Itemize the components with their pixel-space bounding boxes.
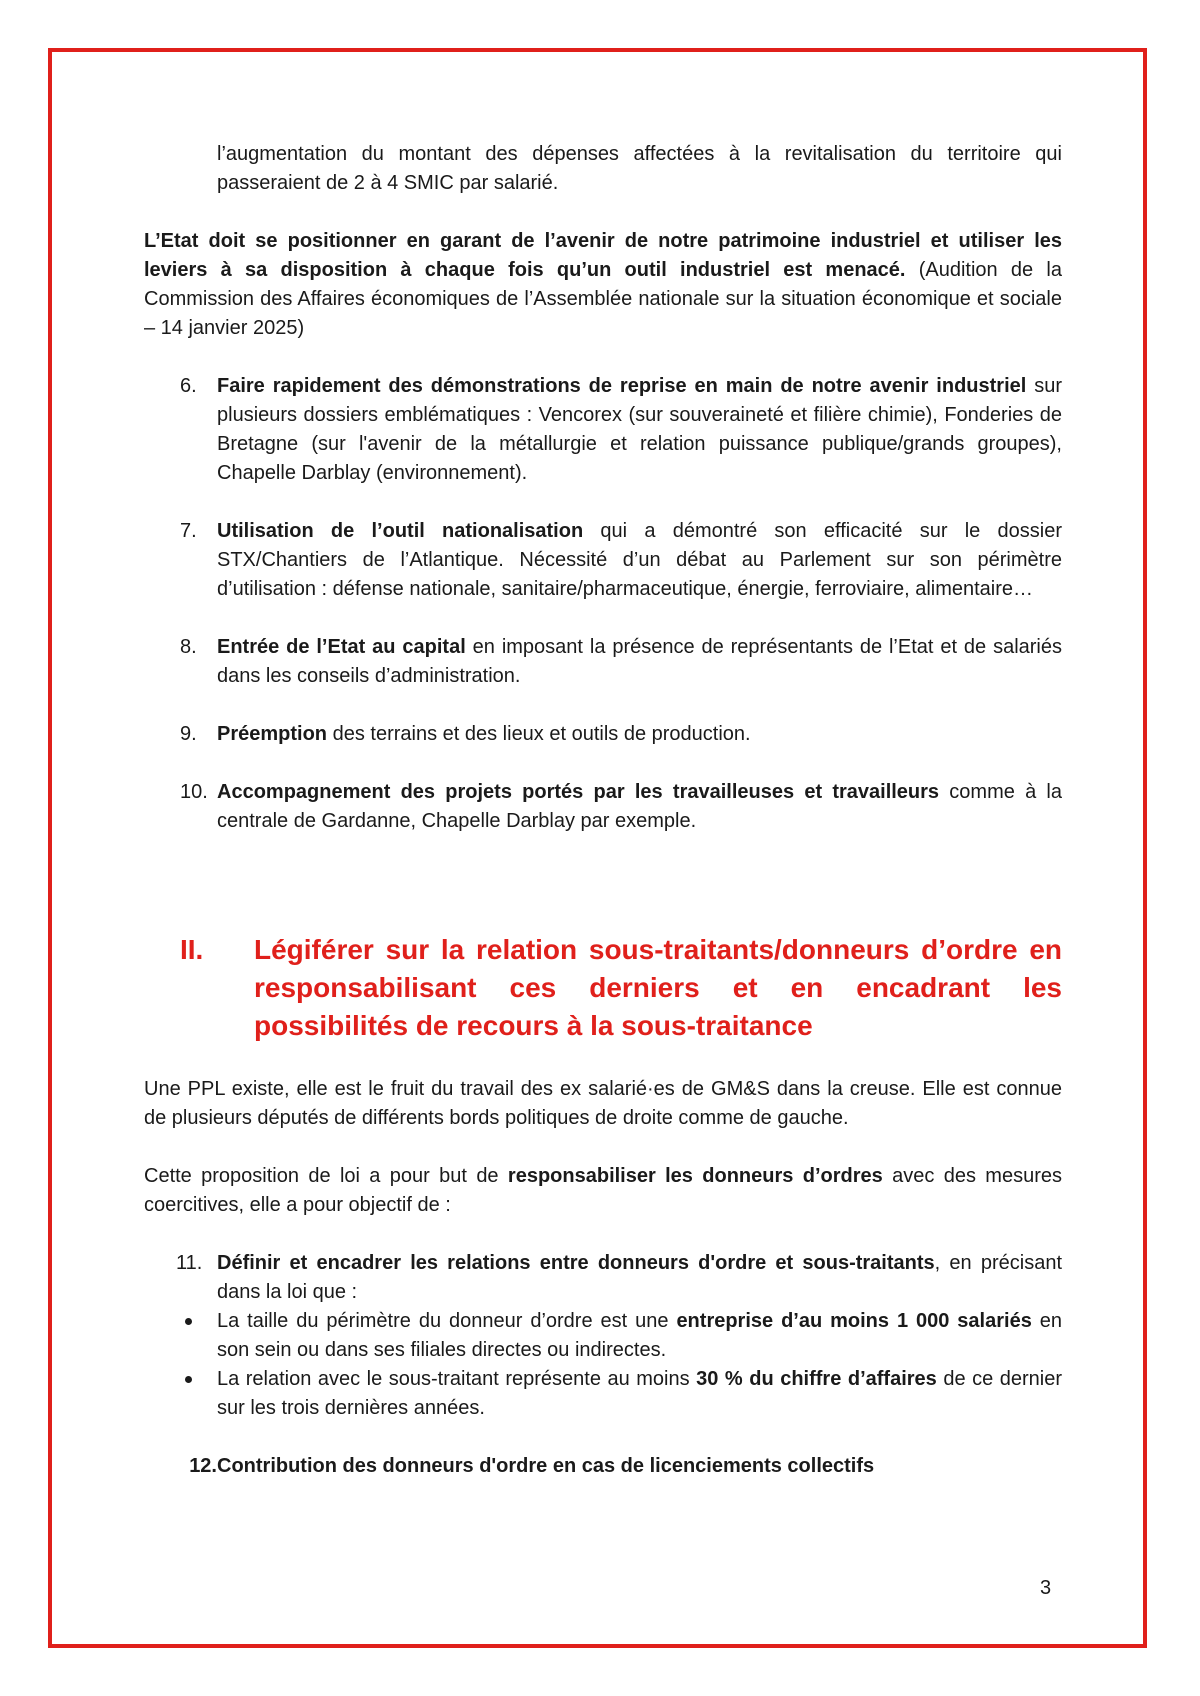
list-item-bold: Contribution des donneurs d'ordre en cas de licenciements collectifs	[217, 1455, 875, 1477]
list-item-number: 12.	[189, 1455, 217, 1477]
proposal-post: avec des mesures coercitives, elle a pour objectif de :	[144, 1165, 1063, 1216]
list-item-text: des terrains et des lieux et outils de production.	[327, 723, 751, 745]
list-item-bold: Faire rapidement des démonstrations de reprise en main de notre avenir industriel	[217, 375, 1027, 397]
list-item-number: 8.	[180, 636, 197, 658]
bullet-item	[144, 1307, 1062, 1365]
proposal-paragraph	[144, 1162, 1062, 1220]
list-item-text: sur plusieurs dossiers emblématiques : Vencorex (sur souveraineté et filière chimie), Fonderies de Bretagne (sur l'avenir de la métallurgie et relation puissance publique/grands groupes), Chapelle Darblay (environnement).	[217, 375, 1062, 484]
ppl-paragraph: Une PPL existe, elle est le fruit du travail des ex salarié·es de GM&S dans la creuse. Elle est connue de plusieurs députés de différents bords politiques de droite comme de gauche.	[144, 1078, 1062, 1129]
bullet-dot-icon	[144, 1365, 217, 1423]
proposal-pre: Cette proposition de loi a pour but de	[144, 1165, 508, 1187]
list-item-10	[144, 778, 1062, 836]
list-item-bold: Entrée de l’Etat au capital	[217, 636, 466, 658]
intro-continuation: l’augmentation du montant des dépenses affectées à la revitalisation du territoire qui passeraient de 2 à 4 SMIC par salarié.	[217, 143, 1062, 194]
list-item-bold: Accompagnement des projets portés par les travailleuses et travailleurs	[217, 781, 940, 803]
state-paragraph	[144, 227, 1062, 343]
bullet-bold: 30 % du chiffre d’affaires	[696, 1368, 937, 1390]
bullet-post: de ce dernier sur les trois dernières années.	[217, 1368, 1063, 1419]
section-heading	[144, 931, 1062, 1045]
list-item-6	[144, 372, 1062, 488]
state-paragraph-rest: (Audition de la Commission des Affaires économiques de l’Assemblée nationale sur la situation économique et sociale – 14 janvier 2025)	[144, 259, 1062, 339]
list-item-12	[144, 1452, 1062, 1481]
bullet-dot-icon	[144, 1307, 217, 1365]
list-item-number: 6.	[180, 375, 197, 397]
list-item-7	[144, 517, 1062, 604]
list-item-9	[144, 720, 1062, 749]
list-item-number: 9.	[180, 723, 197, 745]
page-number: 3	[1040, 1577, 1052, 1599]
list-item-number: 11.	[176, 1252, 203, 1274]
list-item-bold: Préemption	[217, 723, 328, 745]
page-content	[144, 140, 1062, 1481]
bullet-pre: La relation avec le sous-traitant représente au moins	[217, 1368, 697, 1390]
list-item-text: qui a démontré son efficacité sur le dossier STX/Chantiers de l’Atlantique. Nécessité d’un débat au Parlement sur son périmètre d’utilisation : défense nationale, sanitaire/pharmaceutique, énergie, ferroviaire, alimentaire…	[217, 520, 1063, 600]
list-item-11	[144, 1249, 1062, 1307]
list-item-number: 7.	[180, 520, 197, 542]
list-item-text: , en précisant dans la loi que :	[217, 1252, 1062, 1303]
list-item-text: en imposant la présence de représentants de l’Etat et de salariés dans les conseils d’administration.	[217, 636, 1062, 687]
list-item-text: comme à la centrale de Gardanne, Chapelle Darblay par exemple.	[217, 781, 1062, 832]
bullet-pre: La taille du périmètre du donneur d’ordre est une	[217, 1310, 677, 1332]
section-number: II.	[180, 934, 204, 965]
state-paragraph-bold: L’Etat doit se positionner en garant de l’avenir de notre patrimoine industriel et utiliser les leviers à sa disposition à chaque fois qu’un outil industriel est menacé.	[144, 230, 1062, 281]
list-item-bold: Utilisation de l’outil nationalisation	[217, 520, 584, 542]
section-title: Légiférer sur la relation sous-traitants/donneurs d’ordre en responsabilisant ces derniers et en encadrant les possibilités de recours à la sous-traitance	[254, 934, 1062, 1041]
list-item-8	[144, 633, 1062, 691]
list-item-bold: Définir et encadrer les relations entre donneurs d'ordre et sous-traitants	[217, 1252, 935, 1274]
bullet-post: en son sein ou dans ses filiales directes ou indirectes.	[217, 1310, 1063, 1361]
proposal-bold: responsabiliser les donneurs d’ordres	[507, 1165, 883, 1187]
list-item-number: 10.	[180, 781, 208, 803]
bullet-bold: entreprise d’au moins 1 000 salariés	[676, 1310, 1032, 1332]
bullet-item	[144, 1365, 1062, 1423]
